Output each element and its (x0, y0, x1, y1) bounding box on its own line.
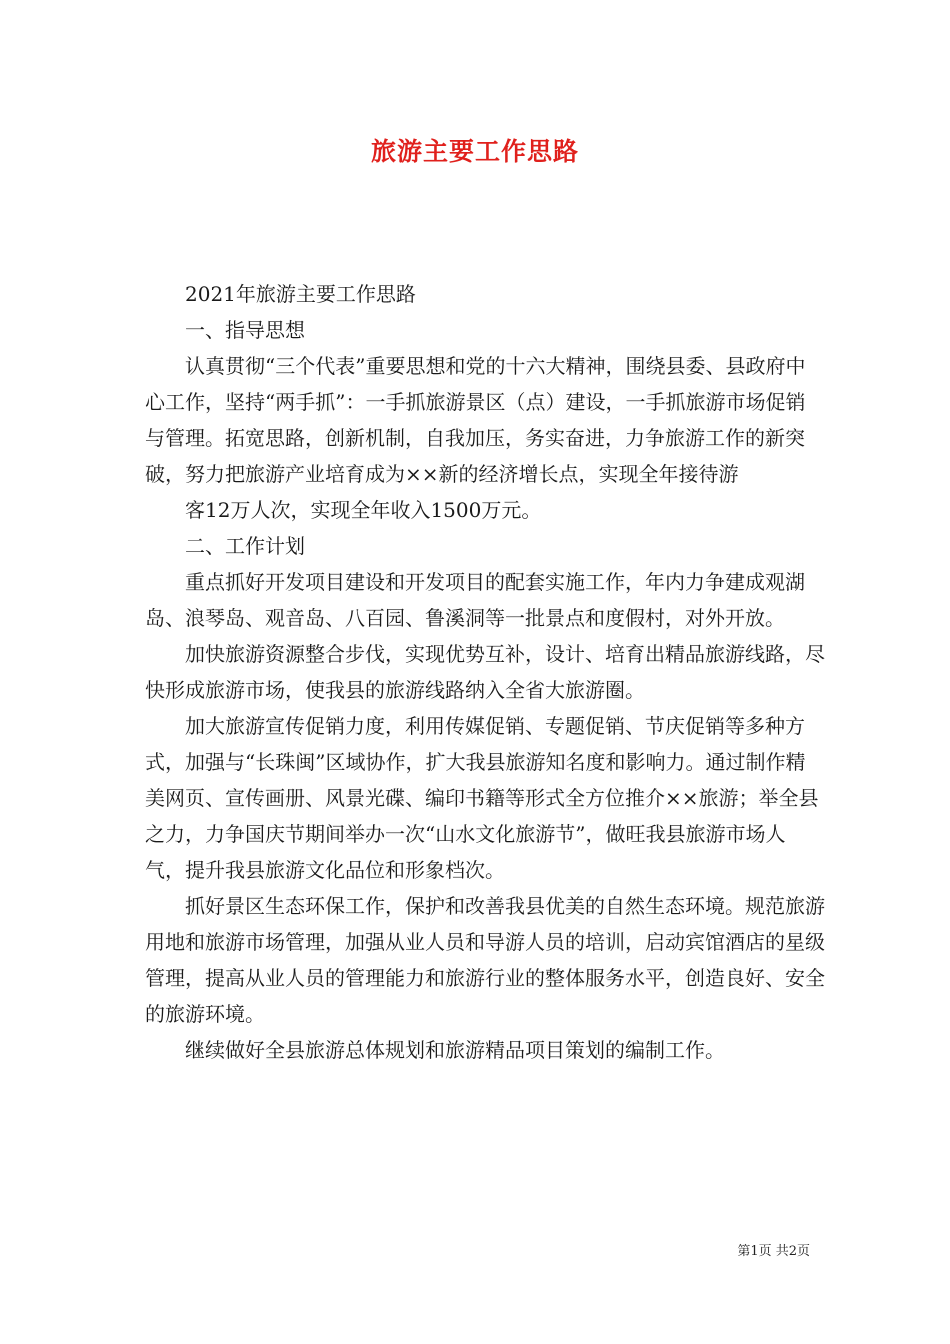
paragraph-heading-year: 2021年旅游主要工作思路 (185, 282, 416, 306)
section-heading-guiding: 一、指导思想 (185, 318, 305, 342)
paragraph: 重点抓好开发项目建设和开发项目的配套实施工作，年内力争建成观湖岛、浪琴岛、观音岛、八百园、鲁溪洞等一批景点和度假村，对外开放。 (145, 570, 805, 630)
section-heading-plan: 二、工作计划 (185, 534, 305, 558)
page-number: 第1页 共2页 (737, 1244, 810, 1259)
paragraph: 继续做好全县旅游总体规划和旅游精品项目策划的编制工作。 (185, 1038, 725, 1062)
paragraph: 认真贯彻“三个代表”重要思想和党的十六大精神，围绕县委、县政府中心工作，坚持“两手抓”：一手抓旅游景区（点）建设，一手抓旅游市场促销与管理。拓宽思路，创新机制，自我加压，务实奋进，力争旅游工作的新突破，努力把旅游产业培育成为××新的经济增长点，实现全年接待游 (145, 354, 806, 486)
document-body (145, 276, 825, 1068)
document-title: 旅游主要工作思路 (370, 137, 579, 166)
paragraph: 加大旅游宣传促销力度，利用传媒促销、专题促销、节庆促销等多种方式，加强与“长珠闽”区域协作，扩大我县旅游知名度和影响力。通过制作精美网页、宣传画册、风景光碟、编印书籍等形式全方位推介××旅游；举全县之力，力争国庆节期间举办一次“山水文化旅游节”，做旺我县旅游市场人气，提升我县旅游文化品位和形象档次。 (145, 714, 819, 882)
paragraph: 加快旅游资源整合步伐，实现优势互补，设计、培育出精品旅游线路，尽快形成旅游市场，使我县的旅游线路纳入全省大旅游圈。 (145, 642, 825, 702)
paragraph: 客12万人次，实现全年收入1500万元。 (185, 498, 542, 522)
paragraph: 抓好景区生态环保工作，保护和改善我县优美的自然生态环境。规范旅游用地和旅游市场管理，加强从业人员和导游人员的培训，启动宾馆酒店的星级管理，提高从业人员的管理能力和旅游行业的整体服务水平，创造良好、安全的旅游环境。 (145, 894, 825, 1026)
